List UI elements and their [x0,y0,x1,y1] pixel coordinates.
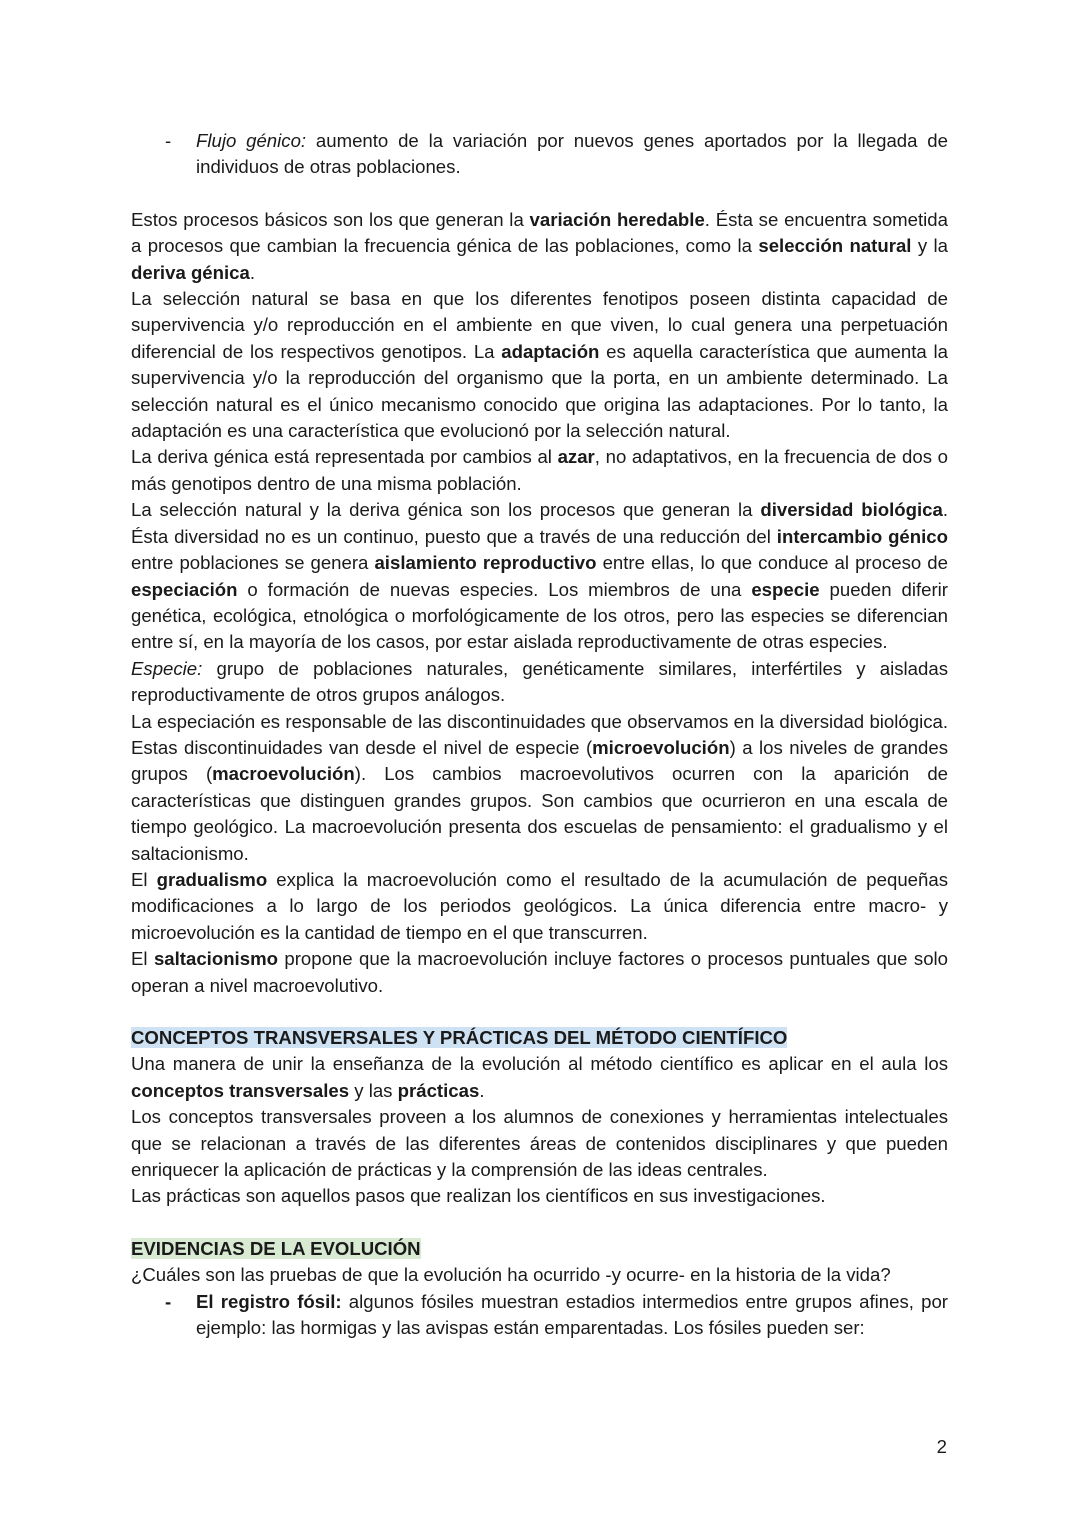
paragraph-gradualismo [131,867,948,946]
text-run: entre ellas, lo que conduce al proceso de [596,552,948,574]
bold-term: intercambio génico [776,525,948,547]
bold-term: especiación [131,578,238,600]
list-item-flujo-genico [131,128,948,181]
text-run: y las [349,1079,398,1101]
bold-term: variación heredable [529,208,705,230]
bold-term: diversidad biológica [760,499,943,521]
text-run: El [131,868,157,890]
text-run: ). Los cambios macroevolutivos ocurren con la aparición de características que distinguen grandes grupos. Son cambios que ocurrieron en una escala de tiempo geológico. La macroevolución presenta dos escuelas de pensamiento: el gradualismo y el saltacionismo. [131,763,948,864]
text-run: o formación de nuevas especies. Los miembros de una [237,578,752,600]
list-item-registro-fosil [131,1289,948,1342]
bold-term: gradualismo [156,868,268,890]
text-run: . [249,261,256,283]
paragraph-conceptos-transversales: Los conceptos transversales proveen a los alumnos de conexiones y herramientas intelectuales que se relacionan a través de las diferentes áreas de contenidos disciplinares y que pueden enriquecer la aplicación de prácticas y la comprensión de las ideas centrales. [131,1106,948,1181]
list-bullet: - [165,1290,172,1312]
text-run: propone que la macroevolución incluye factores o procesos puntuales que solo operan a nivel macroevolutivo. [131,948,949,996]
text-run: La selección natural se basa en que los diferentes fenotipos poseen distinta capacidad de supervivencia y/o reproducción en el ambiente en que viven, lo cual genera una perpetuación diferencial de los respectivos genotipos. La [131,288,948,362]
text-run: La especiación es responsable de las discontinuidades que observamos en la diversidad biológica. Estas discontinuidades van desde el nivel de especie ( [131,710,948,758]
text-run: ) a los niveles de grandes grupos ( [131,736,948,785]
text-run: grupo de poblaciones naturales, genéticamente similares, interfértiles y aisladas reproductivamente de otros grupos análogos. [131,657,948,706]
paragraph-metodo-cientifico [131,1051,948,1104]
italic-term: Especie: [131,657,203,679]
list-item-text: algunos fósiles muestran estadios intermedios entre grupos afines, por ejemplo: las hormigas y las avispas están emparentadas. Los fósiles pueden ser: [196,1290,948,1339]
bold-term: selección natural [758,235,912,257]
paragraph-seleccion-natural [131,286,948,444]
text-run: . [479,1079,485,1101]
highlighted-heading: CONCEPTOS TRANSVERSALES Y PRÁCTICAS DEL MÉTODO CIENTÍFICO [131,1027,788,1048]
paragraph-saltacionismo [131,946,948,999]
text-run: . Ésta diversidad no es un continuo, puesto que a través de una reducción del [131,499,948,547]
bold-term: adaptación [501,340,600,362]
bold-term: especie [751,578,820,600]
term-flujo-genico: Flujo génico: [196,130,307,151]
section-heading-conceptos [131,1025,948,1051]
text-run: La selección natural y la deriva génica son los procesos que generan la [131,499,761,521]
text-run: pueden diferir genética, ecológica, etnológica o morfológicamente de los otros, pero las especies se diferencian entre sí, en la mayoría de los casos, por estar aislada reproductivamente de otras especies. [131,578,948,653]
highlighted-heading: EVIDENCIAS DE LA EVOLUCIÓN [131,1237,421,1259]
bold-term: azar [557,446,595,468]
paragraph-deriva-genica [131,444,948,497]
bold-term: deriva génica [131,261,250,283]
paragraph-diversidad-biologica [131,497,948,655]
text-run: Estos procesos básicos son los que generan la [131,208,530,230]
paragraph-especie-definicion [131,656,948,709]
list-bullet: - [165,130,172,151]
paragraph-pruebas-pregunta: ¿Cuáles son las pruebas de que la evolución ha ocurrido -y ocurre- en la historia de la vida? [131,1264,891,1286]
text-run: y la [911,235,948,257]
text-run: . Ésta se encuentra sometida a procesos que cambian la frecuencia génica de las poblaciones, como la [131,208,948,257]
bold-term: aislamiento reproductivo [374,552,597,574]
text-run: entre poblaciones se genera [131,552,375,574]
list-item-text: aumento de la variación por nuevos genes aportados por la llegada de individuos de otras poblaciones. [196,130,948,178]
bold-term: conceptos transversales [131,1079,350,1101]
text-run: Una manera de unir la enseñanza de la evolución al método científico es aplicar en el aula los [131,1053,948,1075]
text-run: El [131,948,154,970]
term-registro-fosil: El registro fósil: [196,1290,342,1312]
text-run: es aquella característica que aumenta la supervivencia y/o la reproducción del organismo que la porta, en un ambiente determinado. La selección natural es el único mecanismo conocido que origina las adaptaciones. Por lo tanto, la adaptación es una característica que evolucionó por la selección natural. [131,340,948,442]
bold-term: microevolución [592,736,730,758]
paragraph-variacion-heredable [131,207,948,286]
page-number: 2 [936,1436,947,1457]
text-run: La deriva génica está representada por cambios al [131,446,558,468]
bold-term: prácticas [397,1079,480,1101]
bold-term: saltacionismo [153,948,278,970]
paragraph-especiacion [131,709,948,867]
text-run: explica la macroevolución como el resultado de la acumulación de pequeñas modificaciones a lo largo de los periodos geológicos. La única diferencia entre macro- y microevolución es la cantidad de tiempo en el que transcurren. [131,868,948,943]
section-heading-evidencias [131,1236,948,1262]
paragraph-practicas: Las prácticas son aquellos pasos que realizan los científicos en sus investigaciones. [131,1185,826,1207]
text-run: , no adaptativos, en la frecuencia de dos o más genotipos dentro de una misma población. [131,446,949,494]
bold-term: macroevolución [212,763,355,785]
